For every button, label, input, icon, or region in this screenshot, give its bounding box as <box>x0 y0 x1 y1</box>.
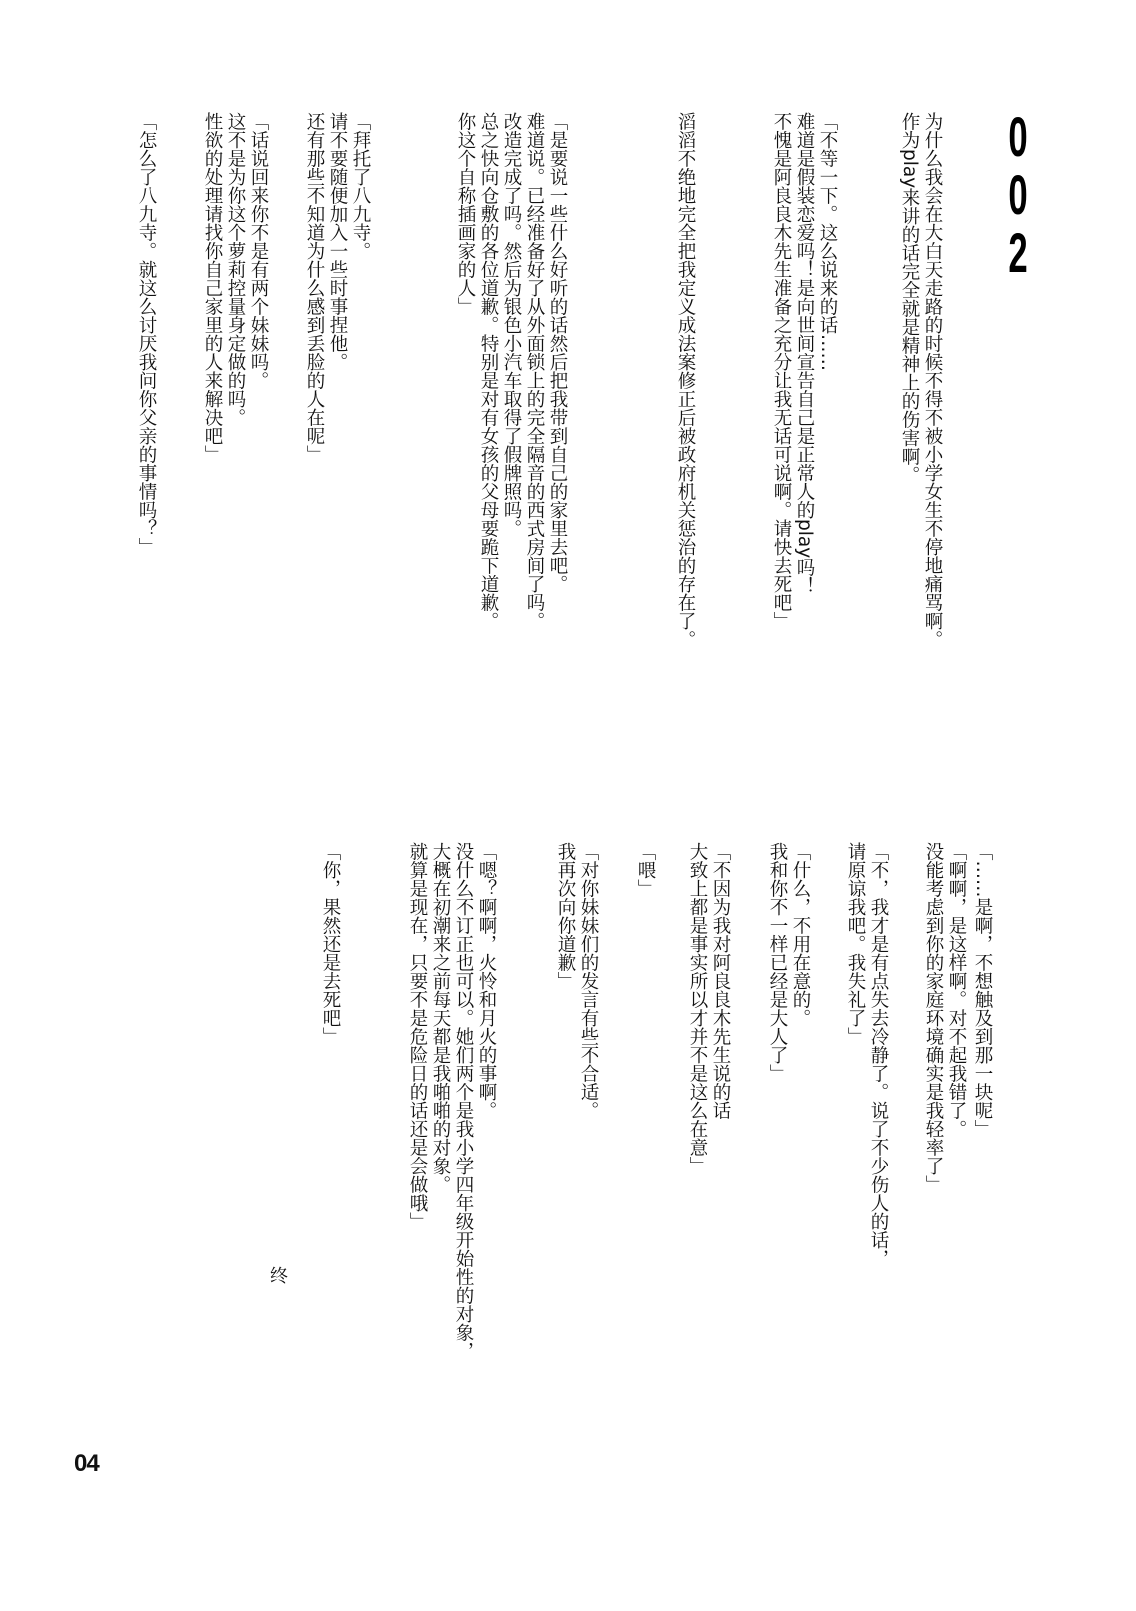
paragraph <box>319 842 342 1046</box>
text-line: 「对你妹妹们的发言有些不合适。 <box>578 842 599 1120</box>
text-line: 改造完成了吗。然后为银色小汽车取得了假牌照吗。 <box>501 112 522 538</box>
text-line: 还有那些不知道为什么感到丢脸的人在呢」 <box>304 112 325 464</box>
text-line: 为什么我会在大白天走路的时候不得不被小学女生不停地痛骂啊。 <box>922 112 943 649</box>
text-line: 难道是假装恋爱吗！是向世间宣告自己是正常人的play吗！ <box>794 112 815 596</box>
paragraph <box>844 842 890 1268</box>
paragraph <box>454 112 569 630</box>
text-line: 这不是为你这个萝莉控量身定做的吗。 <box>225 112 246 427</box>
text-line: 你这个自称插画家的人」 <box>455 112 476 316</box>
text-line: 「怎么了八九寺。就这么讨厌我问你父亲的事情吗？」 <box>136 112 157 556</box>
text-line: 不愧是阿良良木先生准备之充分让我无话可说啊。请快去死吧」 <box>771 112 792 630</box>
paragraph <box>770 112 839 630</box>
paragraph <box>674 112 697 649</box>
text-line: 「嗯？啊啊，火怜和月火的事啊。 <box>476 842 497 1120</box>
paragraph <box>135 112 158 556</box>
text-line: 难道说。已经准备好了从外面锁上的完全隔音的西式房间了吗。 <box>524 112 545 630</box>
chapter-digit: 0 <box>1008 163 1028 226</box>
paragraph <box>898 112 944 649</box>
chapter-number <box>1006 105 1031 284</box>
paragraph <box>922 842 968 1194</box>
paragraph <box>406 842 498 1360</box>
text-line: 我再次向你道歉」 <box>555 842 576 990</box>
text-line: 就算是现在，只要不是危险日的话还是会做哦」 <box>407 842 428 1231</box>
paragraph <box>201 112 270 464</box>
paragraph <box>634 842 657 898</box>
end-mark: 终 <box>270 1266 288 1287</box>
text-line: 「话说回来你不是有两个妹妹吗。 <box>248 112 269 390</box>
text-line: 「不等一下。这么说来的话…… <box>817 112 838 371</box>
paragraph <box>766 842 812 1083</box>
text-line: 「你，果然还是去死吧」 <box>320 842 341 1046</box>
text-line: 没什么不订正也可以。她们两个是我小学四年级开始性的对象， <box>453 842 474 1360</box>
chapter-digit: 0 <box>1008 105 1028 168</box>
text-line: 请不要随便加入一些时事捏他。 <box>327 112 348 371</box>
text-line: 「拜托了八九寺。 <box>350 112 371 260</box>
text-line: 大致上都是事实所以才并不是这么在意」 <box>687 842 708 1175</box>
text-line: 「啊啊，是这样啊。对不起我错了。 <box>946 842 967 1138</box>
text-line: 请原谅我吧。我失礼了」 <box>845 842 866 1046</box>
paragraph <box>303 112 372 464</box>
text-line: 「不，我才是有点失去冷静了。说了不少伤人的话， <box>868 842 889 1268</box>
text-line: 我和你不一样已经是大人了」 <box>767 842 788 1083</box>
paragraph <box>686 842 732 1175</box>
text-line: 「不因为我对阿良良木先生说的话 <box>710 842 731 1120</box>
page-number: 04 <box>74 1450 99 1477</box>
text-line: 「……是啊，不想触及到那一块呢」 <box>972 842 993 1138</box>
text-line: 滔滔不绝地完全把我定义成法案修正后被政府机关惩治的存在了。 <box>675 112 696 649</box>
text-line: 性欲的处理请找你自己家里的人来解决吧」 <box>202 112 223 464</box>
paragraph <box>554 842 600 1120</box>
text-line: 大概在初潮来之前每天都是我啪啪的对象。 <box>430 842 451 1194</box>
text-line: 总之快向仓敷的各位道歉。特别是对有女孩的父母要跪下道歉。 <box>478 112 499 630</box>
text-line: 作为play来讲的话完全就是精神上的伤害啊。 <box>899 112 920 485</box>
text-line: 没能考虑到你的家庭环境确实是我轻率了」 <box>923 842 944 1194</box>
text-line: 「是要说一些什么好听的话然后把我带到自己的家里去吧。 <box>547 112 568 593</box>
text-line: 「什么，不用在意的。 <box>790 842 811 1027</box>
chapter-digit: 2 <box>1008 221 1028 284</box>
paragraph <box>971 842 994 1138</box>
text-line: 「喂」 <box>635 842 656 898</box>
